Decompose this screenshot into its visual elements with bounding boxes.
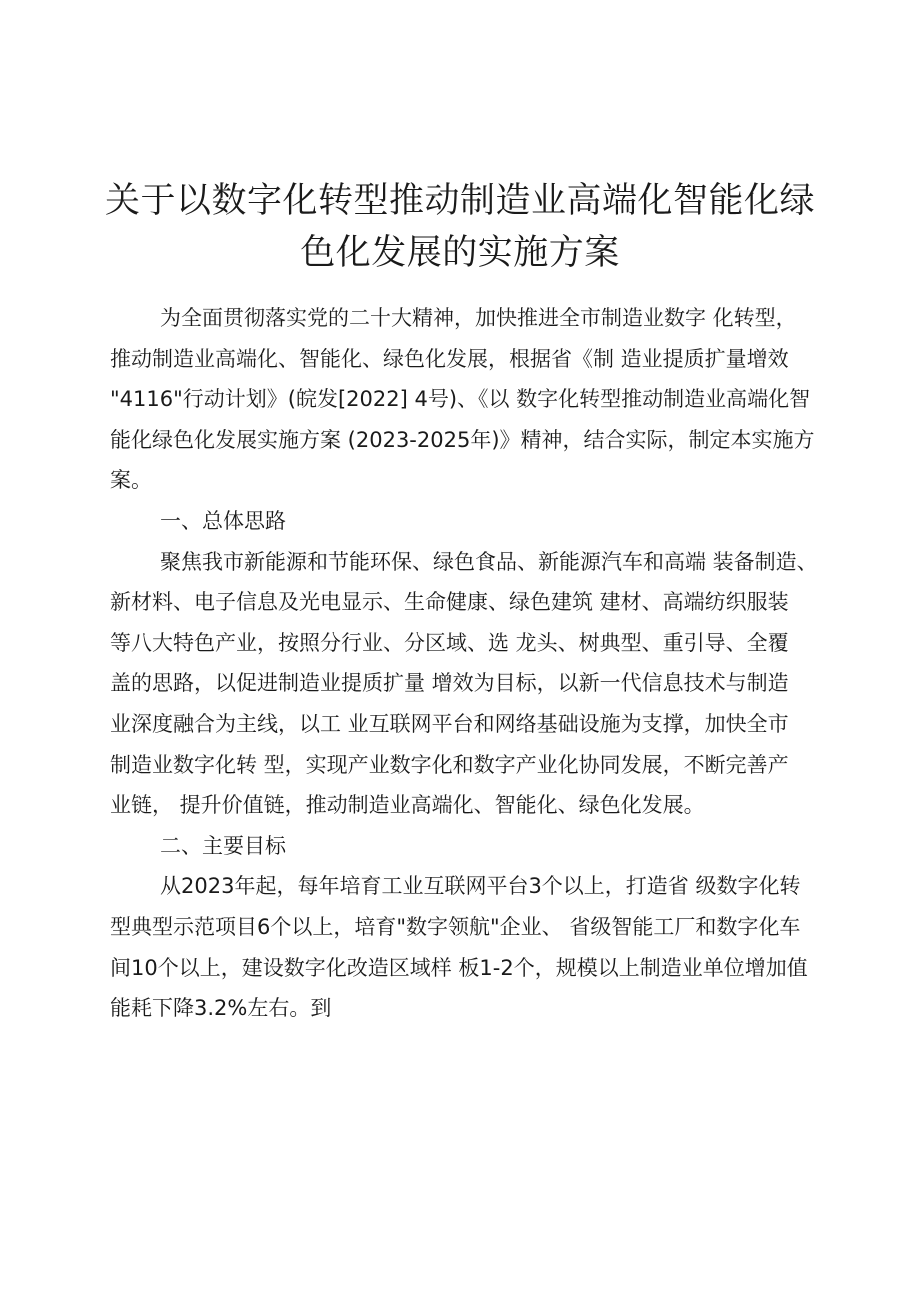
section-1-line: 聚焦我市新能源和节能环保、绿色食品、新能源汽车和高端 装备制造、: [160, 549, 818, 574]
section-1-line: 盖的思路，以促进制造业提质扩量 增效为目标，以新一代信息技术与制造: [110, 671, 789, 696]
section-2-heading: 二、主要目标: [160, 833, 286, 858]
section-1-line: 业链， 提升价值链，推动制造业高端化、智能化、绿色化发展。: [110, 793, 705, 818]
title-line-2: 色化发展的实施方案: [300, 233, 620, 274]
section-2-line: 型典型示范项目6个以上，培育"数字领航"企业、 省级智能工厂和数字化车: [110, 914, 801, 939]
intro-line: 案。: [110, 468, 152, 493]
document-body: [110, 298, 822, 1029]
intro-line: "4116"行动计划》(皖发[2022] 4号)、《以 数字化转型推动制造业高端化智: [110, 387, 811, 412]
section-2-line: 从2023年起，每年培育工业互联网平台3个以上，打造省 级数字化转: [160, 874, 801, 899]
section-1-line: 等八大特色产业，按照分行业、分区域、选 龙头、树典型、重引导、全覆: [110, 630, 789, 655]
section-2-line: 间10个以上，建设数字化改造区域样 板1-2个，规模以上制造业单位增加值: [110, 955, 808, 980]
section-2-line: 能耗下降3.2%左右。到: [110, 996, 332, 1021]
section-1-heading: 一、总体思路: [160, 508, 286, 533]
title-line-1: 关于以数字化转型推动制造业高端化智能化绿: [104, 181, 815, 222]
intro-line: 为全面贯彻落实党的二十大精神，加快推进全市制造业数字 化转型，: [160, 306, 797, 330]
section-1-paragraph: [110, 542, 822, 826]
intro-line: 推动制造业高端化、智能化、绿色化发展，根据省《制 造业提质扩量增效: [110, 346, 789, 371]
section-1-line: 制造业数字化转 型，实现产业数字化和数字产业化协同发展，不断完善产: [110, 752, 789, 777]
intro-paragraph: [110, 298, 822, 501]
document-title: [60, 175, 860, 279]
intro-line: 能化绿色化发展实施方案 (2023-2025年)》精神，结合实际，制定本实施方: [110, 427, 815, 452]
section-1-line: 业深度融合为主线，以工 业互联网平台和网络基础设施为支撑，加快全市: [110, 711, 789, 736]
section-2-paragraph: [110, 866, 822, 1028]
section-1-line: 新材料、电子信息及光电显示、生命健康、绿色建筑 建材、高端纺织服装: [110, 590, 789, 615]
